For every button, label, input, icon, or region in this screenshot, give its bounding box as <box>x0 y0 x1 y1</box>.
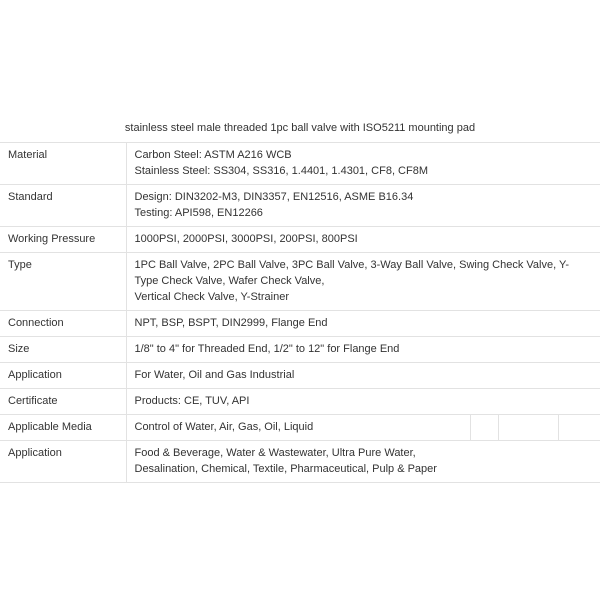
value-line: Desalination, Chemical, Textile, Pharmaceutical, Pulp & Paper <box>134 463 437 475</box>
row-label-material: Material <box>0 143 126 185</box>
value-line: 1000PSI, 2000PSI, 3000PSI, 200PSI, 800PSI <box>134 233 358 245</box>
table-row-type <box>0 253 600 311</box>
row-label-application: Application <box>0 363 126 389</box>
row-label-working-pressure: Working Pressure <box>0 227 126 253</box>
value-line: Testing: API598, EN12266 <box>134 207 263 219</box>
row-label-type: Type <box>0 253 126 311</box>
table-row-material <box>0 143 600 185</box>
empty-cell <box>499 415 559 440</box>
table-row-certificate <box>0 389 600 415</box>
spec-table <box>0 143 600 483</box>
row-value-working-pressure <box>126 227 600 253</box>
value-line: Vertical Check Valve, Y-Strainer <box>134 291 289 303</box>
row-value-standard <box>126 185 600 227</box>
row-label-certificate: Certificate <box>0 389 126 415</box>
value-line: Design: DIN3202-M3, DIN3357, EN12516, ASME B16.34 <box>134 191 414 203</box>
row-value-size <box>126 337 600 363</box>
table-row-connection <box>0 311 600 337</box>
table-row-size <box>0 337 600 363</box>
empty-cell <box>471 415 499 440</box>
spec-table-container <box>0 115 600 483</box>
table-row-application-2 <box>0 441 600 483</box>
row-value-application <box>126 363 600 389</box>
value-line: Type Check Valve, Wafer Check Valve, <box>134 275 325 287</box>
value-line: For Water, Oil and Gas Industrial <box>134 369 295 381</box>
empty-cell <box>559 415 600 440</box>
row-value-application-2 <box>126 441 600 483</box>
value-line: Products: CE, TUV, API <box>134 395 250 407</box>
table-row-applicable-media <box>0 415 600 441</box>
table-row-working-pressure <box>0 227 600 253</box>
value-line: NPT, BSP, BSPT, DIN2999, Flange End <box>134 317 328 329</box>
table-row-standard <box>0 185 600 227</box>
row-value-certificate <box>126 389 600 415</box>
table-title: stainless steel male threaded 1pc ball valve with ISO5211 mounting pad <box>0 115 600 143</box>
row-value-applicable-media <box>126 415 600 441</box>
table-row-application <box>0 363 600 389</box>
media-cells <box>127 415 600 440</box>
value-line: Carbon Steel: ASTM A216 WCB <box>134 149 292 161</box>
row-label-applicable-media: Applicable Media <box>0 415 126 441</box>
row-value-material <box>126 143 600 185</box>
value-line: Food & Beverage, Water & Wastewater, Ultra Pure Water, <box>134 447 416 459</box>
value-line: Stainless Steel: SS304, SS316, 1.4401, 1.4301, CF8, CF8M <box>134 165 429 177</box>
value-line: 1/8" to 4" for Threaded End, 1/2" to 12" for Flange End <box>134 343 400 355</box>
media-value: Control of Water, Air, Gas, Oil, Liquid <box>127 415 471 440</box>
row-label-application-2: Application <box>0 441 126 483</box>
row-value-type <box>126 253 600 311</box>
row-value-connection <box>126 311 600 337</box>
row-label-standard: Standard <box>0 185 126 227</box>
row-label-connection: Connection <box>0 311 126 337</box>
value-line: 1PC Ball Valve, 2PC Ball Valve, 3PC Ball Valve, 3-Way Ball Valve, Swing Check Valve, Y- <box>134 259 569 271</box>
row-label-size: Size <box>0 337 126 363</box>
